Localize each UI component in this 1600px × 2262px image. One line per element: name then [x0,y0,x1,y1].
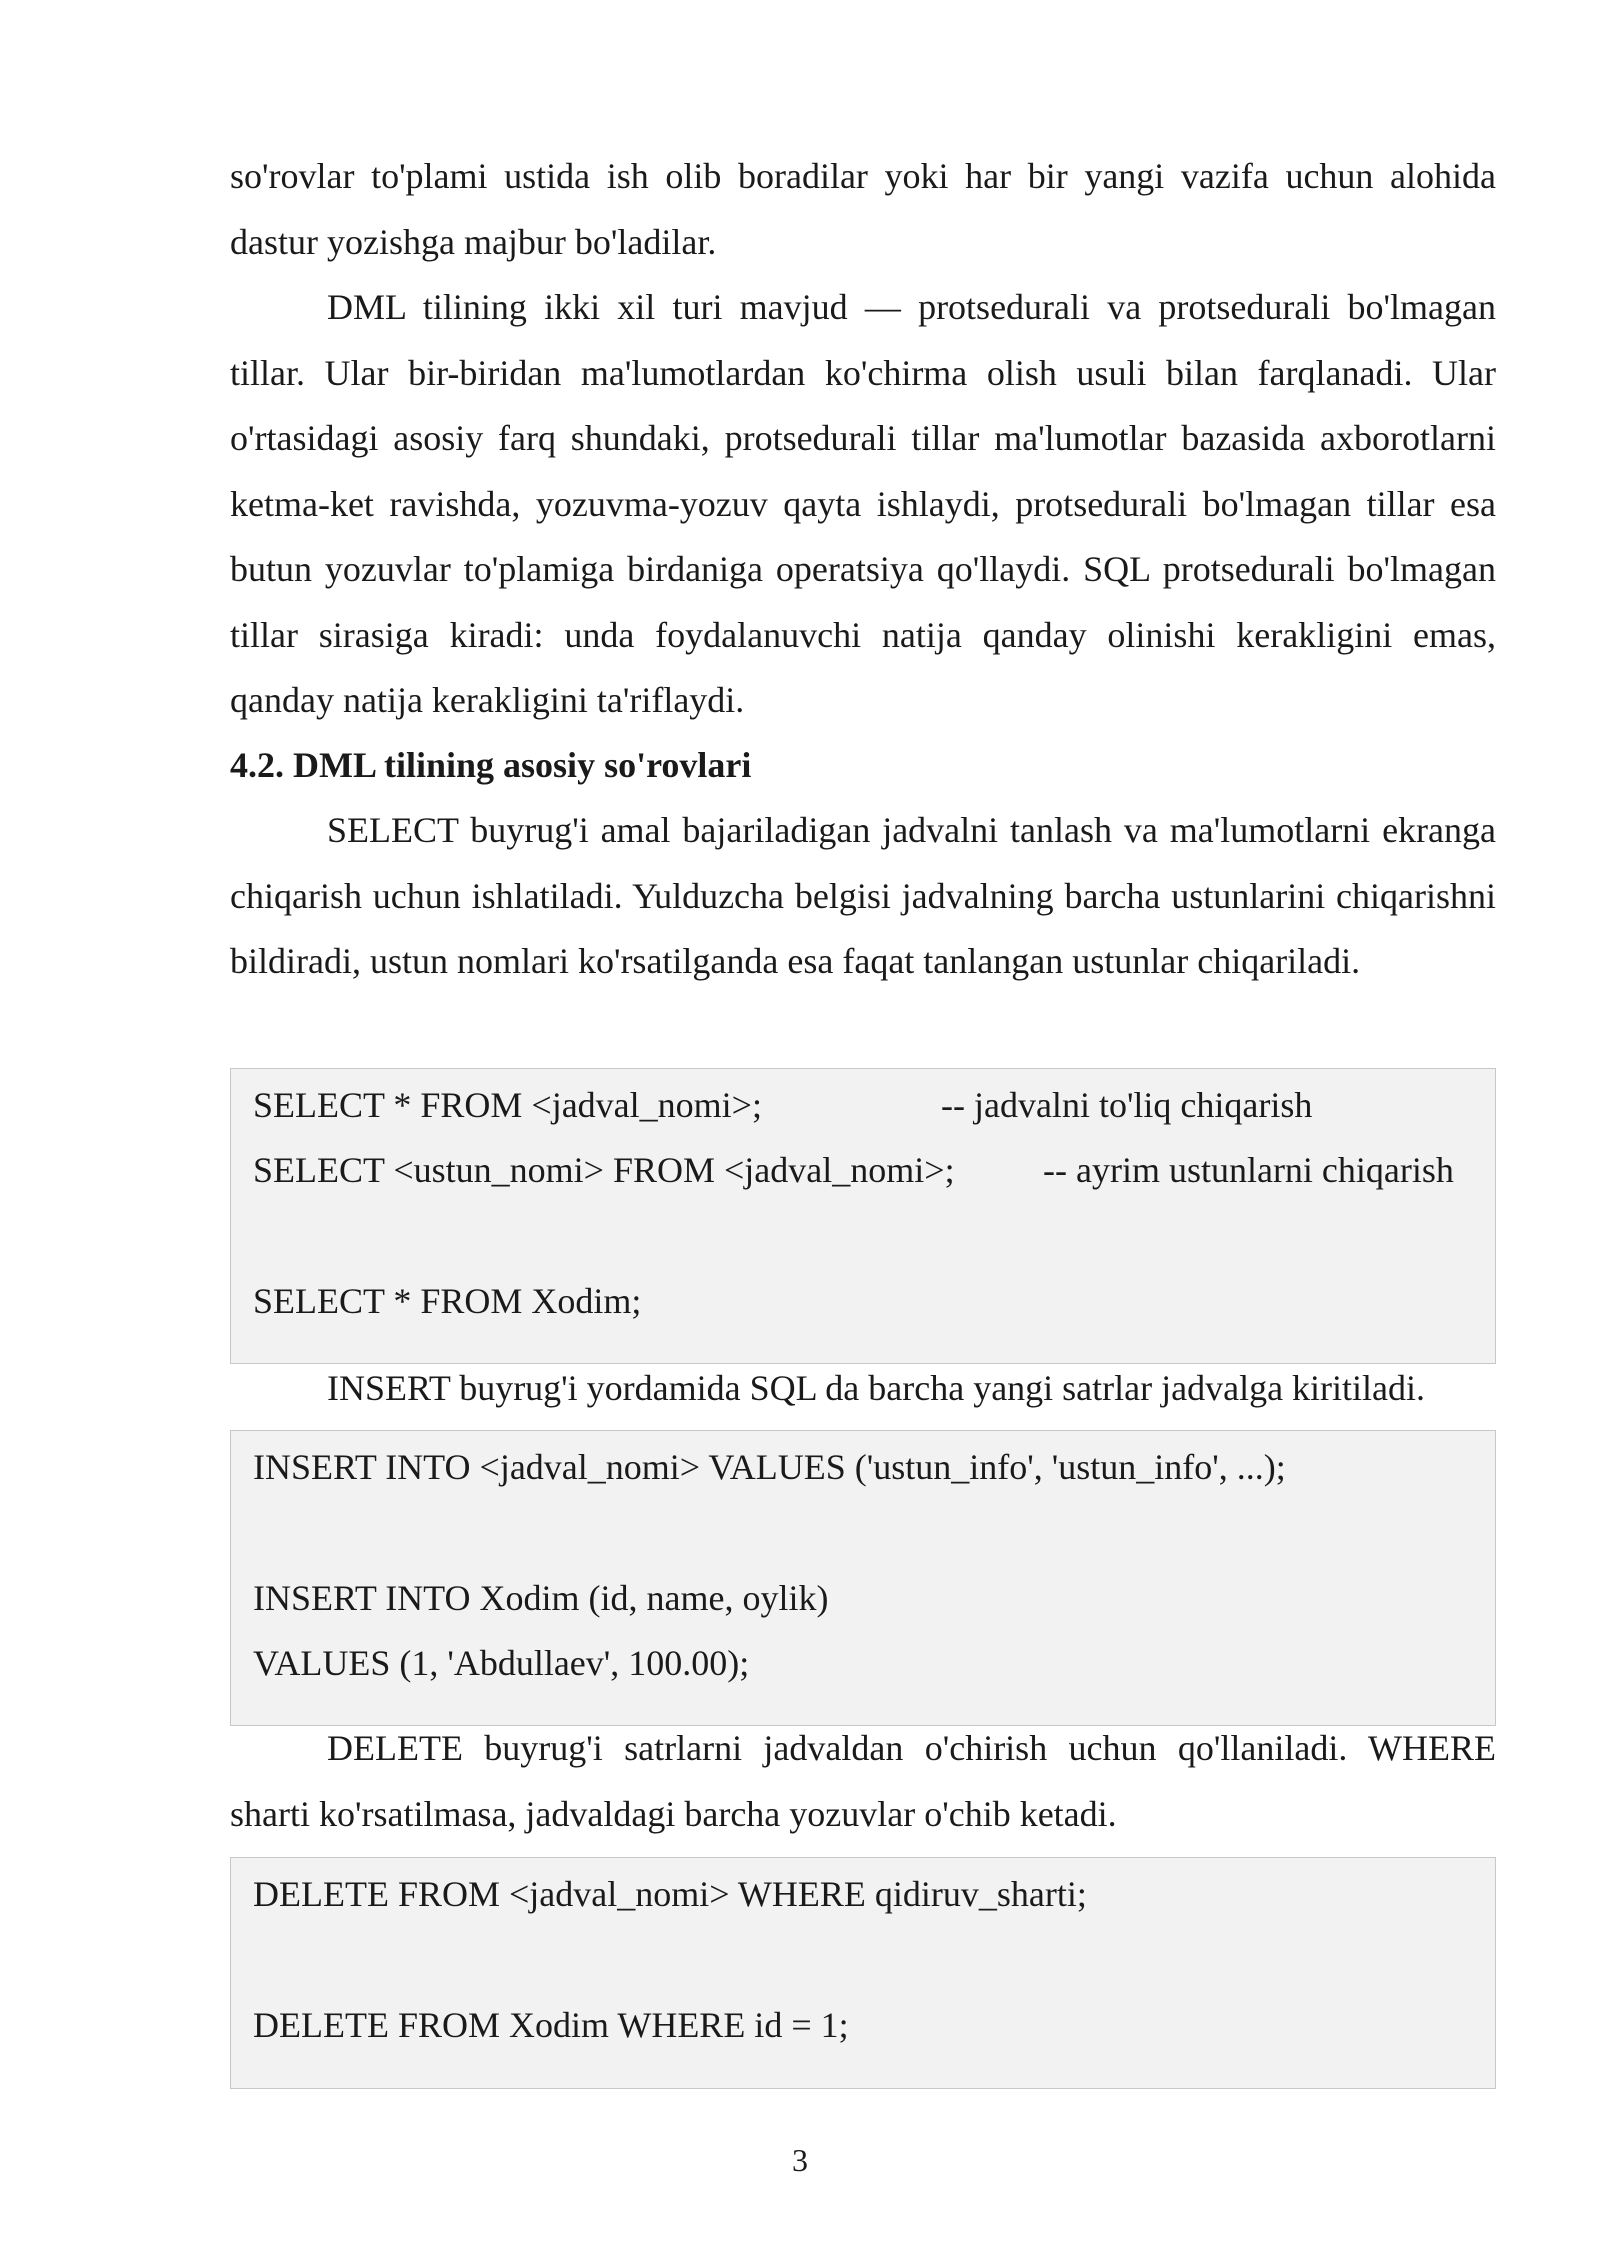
paragraph-continuation: so'rovlar to'plami ustida ish olib boradilar yoki har bir yangi vazifa uchun alohida dastur yozishga majbur bo'ladilar. [230,156,1496,262]
code-line: DELETE FROM <jadval_nomi> WHERE qidiruv_sharti; [253,1874,1087,1914]
code-block-select [230,1068,1496,1364]
code-comment: -- jadvalni to'liq chiqarish [941,1085,1313,1125]
paragraph-dml-types: DML tilining ikki xil turi mavjud — protsedurali va protsedurali bo'lmagan tillar. Ular bir-biridan ma'lumotlardan ko'chirma olish usuli bilan farqlanadi. Ular o'rtasidagi asosiy farq shundaki, protsedurali tillar ma'lumotlar bazasida axborotlarni ketma-ket ravishda, yozuvma-yozuv qayta ishlaydi, protsedurali bo'lmagan tillar esa butun yozuvlar to'plamiga birdaniga operatsiya qo'llaydi. SQL protsedurali bo'lmagan tillar sirasiga kiradi: unda foydalanuvchi natija qanday olinishi kerakligini emas, qanday natija kerakligini ta'riflaydi. [230,287,1496,720]
code-line: SELECT * FROM Xodim; [253,1281,642,1321]
code-text: SELECT <ustun_nomi> FROM <jadval_nomi>; [253,1150,955,1190]
paragraph-insert: INSERT buyrug'i yordamida SQL da barcha yangi satrlar jadvalga kiritiladi. [327,1368,1426,1408]
page-number: 3 [792,2142,808,2178]
code-block-delete [230,1857,1496,2089]
code-block-insert [230,1430,1496,1726]
code-line: DELETE FROM Xodim WHERE id = 1; [253,2005,849,2045]
code-line: INSERT INTO Xodim (id, name, oylik) [253,1578,829,1618]
code-line: INSERT INTO <jadval_nomi> VALUES ('ustun_info', 'ustun_info', ...); [253,1447,1286,1487]
code-line: VALUES (1, 'Abdullaev', 100.00); [253,1643,750,1683]
code-text: SELECT * FROM <jadval_nomi>; [253,1085,762,1125]
paragraph-select: SELECT buyrug'i amal bajariladigan jadvalni tanlash va ma'lumotlarni ekranga chiqarish uchun ishlatiladi. Yulduzcha belgisi jadvalning barcha ustunlarini chiqarishni bildiradi, ustun nomlari ko'rsatilganda esa faqat tanlangan ustunlar chiqariladi. [230,810,1496,981]
paragraph-delete: DELETE buyrug'i satrlarni jadvaldan o'chirish uchun qo'llaniladi. WHERE sharti ko'rsatilmasa, jadvaldagi barcha yozuvlar o'chib ketadi. [230,1728,1496,1834]
code-comment: -- ayrim ustunlarni chiqarish [1043,1150,1454,1190]
code-line [253,1083,1313,1127]
section-heading: 4.2. DML tilining asosiy so'rovlari [230,745,752,785]
code-line [253,1148,1454,1192]
